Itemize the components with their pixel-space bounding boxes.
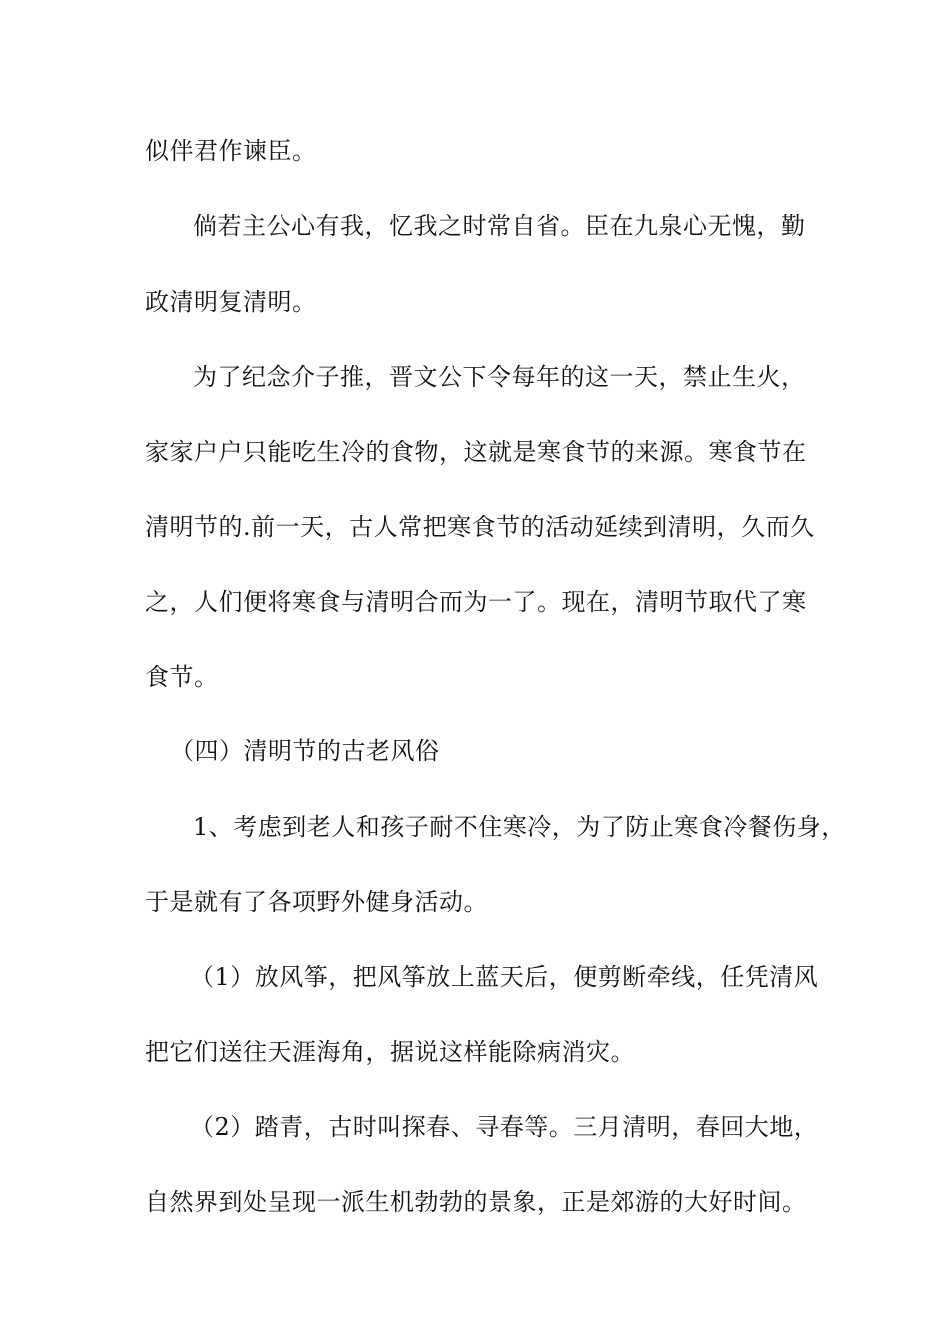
text-line: （1）放风筝，把风筝放上蓝天后，便剪断牵线，任凭清风: [190, 963, 819, 991]
text-line: 家家户户只能吃生冷的食物，这就是寒食节的来源。寒食节在: [145, 438, 807, 466]
text-line: 1、考虑到老人和孩子耐不住寒冷，为了防止寒食冷餐伤身，: [193, 813, 846, 841]
text-line: 于是就有了各项野外健身活动。: [145, 888, 488, 916]
text-line: 似伴君作谏臣。: [145, 137, 317, 165]
section-heading: （四）清明节的古老风俗: [170, 737, 440, 765]
text-line: 食节。: [145, 663, 219, 691]
text-line: 政清明复清明。: [145, 288, 317, 316]
text-line: 清明节的.前一天，古人常把寒食节的活动延续到清明，久而久: [145, 513, 815, 541]
text-line: 倘若主公心有我，忆我之时常自省。臣在九泉心无愧，勤: [193, 212, 806, 240]
text-line: 自然界到处呈现一派生机勃勃的景象，正是郊游的大好时间。: [145, 1188, 807, 1216]
text-line: 之，人们便将寒食与清明合而为一了。现在，清明节取代了寒: [145, 588, 807, 616]
text-line: 把它们送往天涯海角，据说这样能除病消灾。: [145, 1038, 635, 1066]
text-line: （2）踏青，古时叫探春、寻春等。三月清明，春回大地，: [190, 1113, 819, 1141]
text-line: 为了纪念介子推，晋文公下令每年的这一天，禁止生火，: [193, 363, 806, 391]
